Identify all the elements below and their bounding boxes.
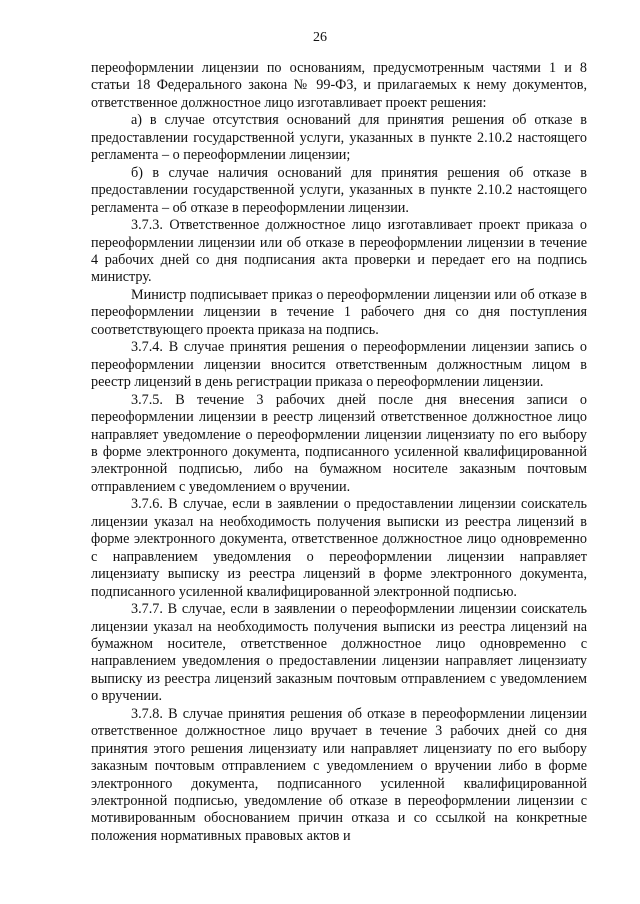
paragraph-3-7-7: 3.7.7. В случае, если в заявлении о переоформлении лицензии соискатель лицензии указал на необходимость получения выписки из реестра лицензий на бумажном носителе, ответственное должностное лицо одновременно с направлением уведомления о предоставлении лицензии направляет лицензиату выписку из реестра лицензий заказным почтовым отправлением с уведомлением о вручении.: [91, 601, 587, 705]
paragraph-3-7-5: 3.7.5. В течение 3 рабочих дней после дня внесения записи о переоформлении лицензии в реестр лицензий ответственное должностное лицо направляет уведомление о переоформлении лицензии лицензиату по его выбору в форме электронного документа, подписанного усиленной квалифицированной электронной подписью, либо на бумажном носителе заказным почтовым отправлением с уведомлением о вручении.: [91, 391, 587, 495]
paragraph-3-7-8: 3.7.8. В случае принятия решения об отказе в переоформлении лицензии ответственное должностное лицо вручает в течение 3 рабочих дней со дня принятия этого решения лицензиату или направляет лицензиату по его выбору заказным почтовым отправлением с уведомлением о вручении либо в форме электронного документа, подписанного усиленной квалифицированной электронной подписью, уведомление об отказе в переоформлении лицензии с мотивированным обоснованием причин отказа и со ссылкой на конкретные положения нормативных правовых актов и: [91, 705, 587, 844]
paragraph-3-7-4: 3.7.4. В случае принятия решения о переоформлении лицензии запись о переоформлении лицензии вносится ответственным должностным лицом в реестр лицензий в день регистрации приказа о переоформлении лицензии.: [91, 339, 587, 391]
document-body: [91, 60, 587, 845]
paragraph-3-7-6: 3.7.6. В случае, если в заявлении о предоставлении лицензии соискатель лицензии указал на необходимость получения выписки из реестра лицензий в форме электронного документа, ответственное должностное лицо одновременно с направлением уведомления о переоформлении лицензии направляет лицензиату выписку из реестра лицензий в форме электронного документа, подписанного усиленной квалифицированной электронной подписью.: [91, 496, 587, 600]
paragraph-minister: Министр подписывает приказ о переоформлении лицензии или об отказе в переоформлении лицензии в течение 1 рабочего дня со дня поступления соответствующего проекта приказа на подпись.: [91, 286, 587, 338]
page-number: 26: [313, 30, 327, 45]
paragraph-continuation: переоформлении лицензии по основаниям, предусмотренным частями 1 и 8 статьи 18 Федерального закона № 99-ФЗ, и прилагаемых к нему документов, ответственное должностное лицо изготавливает проект решения:: [91, 60, 587, 111]
paragraph-item-a: а) в случае отсутствия оснований для принятия решения об отказе в предоставлении государственной услуги, указанных в пункте 2.10.2 настоящего регламента – о переоформлении лицензии;: [91, 112, 587, 164]
paragraph-3-7-3: 3.7.3. Ответственное должностное лицо изготавливает проект приказа о переоформлении лицензии или об отказе в переоформлении лицензии в течение 4 рабочих дней со дня подписания акта проверки и передает его на подпись министру.: [91, 217, 587, 286]
paragraph-item-b: б) в случае наличия оснований для принятия решения об отказе в предоставлении государственной услуги, указанных в пункте 2.10.2 настоящего регламента – об отказе в переоформлении лицензии.: [91, 164, 587, 216]
